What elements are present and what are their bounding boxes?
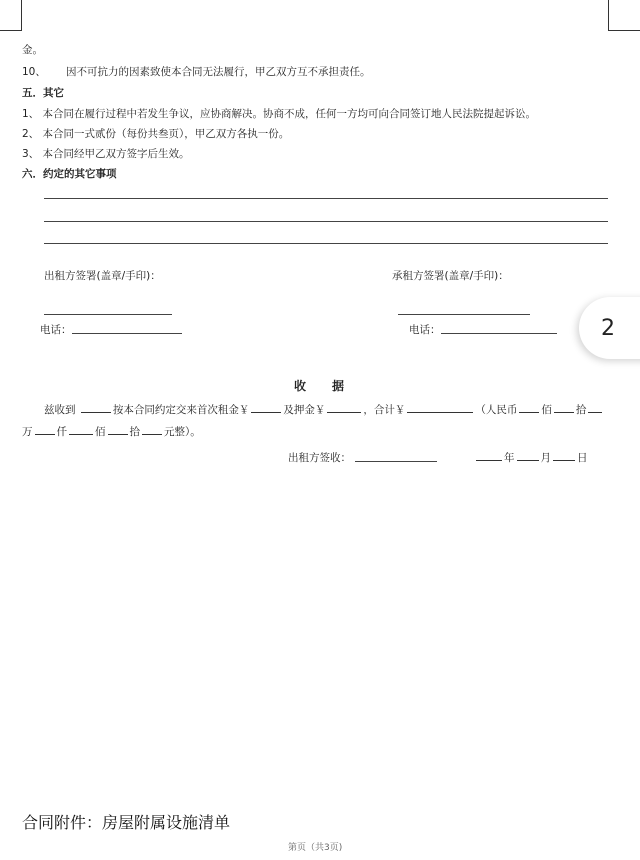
lessee-phone-line	[441, 333, 557, 334]
rmb-bai-blank	[519, 402, 539, 413]
receipt-day-label: 日	[577, 452, 588, 464]
section-5-title: 五．其它	[22, 87, 64, 99]
rent-amount-blank	[251, 402, 281, 413]
year-blank	[476, 450, 502, 461]
crop-mark-left-h	[0, 30, 22, 31]
receipt-unit-wan: 万	[22, 426, 33, 438]
appendix-title: 合同附件：房屋附属设施清单	[22, 813, 231, 832]
rmb-shi-2-blank	[142, 424, 162, 435]
receipt-line-1	[44, 402, 604, 417]
receipt-unit-bai: 佰	[541, 404, 552, 416]
payer-blank	[81, 402, 111, 413]
receipt-title-char-2: 据	[332, 379, 347, 393]
receipt-title-char-1: 收	[294, 379, 309, 393]
rmb-shi-blank	[554, 402, 574, 413]
receipt-unit-shi: 拾	[575, 404, 587, 416]
section-5-item-2: 2、 本合同一式贰份（每份共叁页），甲乙双方各执一份。	[22, 128, 290, 140]
lessee-signature-label: 承租方签署(盖章/手印)：	[392, 270, 509, 282]
crop-mark-left-v	[21, 0, 22, 30]
page-number: 2	[601, 315, 615, 341]
receipt-title	[294, 377, 346, 394]
receipt-month-label: 月	[540, 452, 551, 464]
rmb-line1-end-blank	[588, 402, 602, 413]
clause-10-number: 10、	[22, 66, 46, 78]
page-number-badge[interactable]	[579, 297, 640, 359]
receipt-text-received: 兹收到	[44, 404, 76, 416]
receipt-unit-shi-2: 拾	[129, 426, 140, 438]
section-6-title: 六．约定的其它事项	[22, 168, 117, 180]
page-footer: 第页（共3页)	[288, 843, 343, 853]
section-5-item-3: 3、 本合同经甲乙双方签字后生效。	[22, 148, 190, 160]
day-blank	[553, 450, 575, 461]
receipt-line-2	[22, 424, 201, 439]
other-matters-line-1	[44, 198, 608, 199]
receipt-text-first-rent: 按本合同约定交来首次租金￥	[112, 404, 250, 416]
crop-mark-right-h	[608, 30, 640, 31]
month-blank	[517, 450, 539, 461]
receipt-sign-label: 出租方签收：	[288, 452, 351, 464]
rmb-qian-blank	[69, 424, 93, 435]
crop-mark-right-v	[608, 0, 609, 30]
total-amount-blank	[407, 402, 473, 413]
clause-10-text: 因不可抗力的因素致使本合同无法履行，甲乙双方互不承担责任。	[66, 66, 371, 78]
other-matters-line-3	[44, 243, 608, 244]
receipt-text-deposit: 及押金￥	[283, 404, 326, 416]
receipt-text-total: ，合计￥	[363, 404, 406, 416]
receipt-year-label: 年	[504, 452, 515, 464]
lessor-phone-label: 电话：	[40, 324, 72, 336]
continued-text: 金。	[22, 44, 43, 56]
lessee-signature-line	[398, 314, 530, 315]
deposit-amount-blank	[327, 402, 361, 413]
lessor-phone-line	[72, 333, 182, 334]
rmb-bai-2-blank	[108, 424, 128, 435]
receipt-unit-qian: 仟	[56, 426, 67, 438]
receipt-text-rmb: （人民币	[475, 404, 518, 416]
lessor-signature-line	[44, 314, 172, 315]
receipt-unit-bai-2: 佰	[95, 426, 106, 438]
receipt-date	[474, 450, 588, 465]
receipt-sign-line	[355, 461, 437, 462]
lessor-signature-label: 出租方签署(盖章/手印)：	[44, 270, 161, 282]
rmb-wan-blank	[35, 424, 55, 435]
receipt-unit-yuan: 元整）。	[164, 426, 201, 438]
section-5-item-1: 1、 本合同在履行过程中若发生争议，应协商解决。协商不成，任何一方均可向合同签订地人民法院提起诉讼。	[22, 108, 537, 120]
other-matters-line-2	[44, 221, 608, 222]
lessee-phone-label: 电话：	[409, 324, 441, 336]
